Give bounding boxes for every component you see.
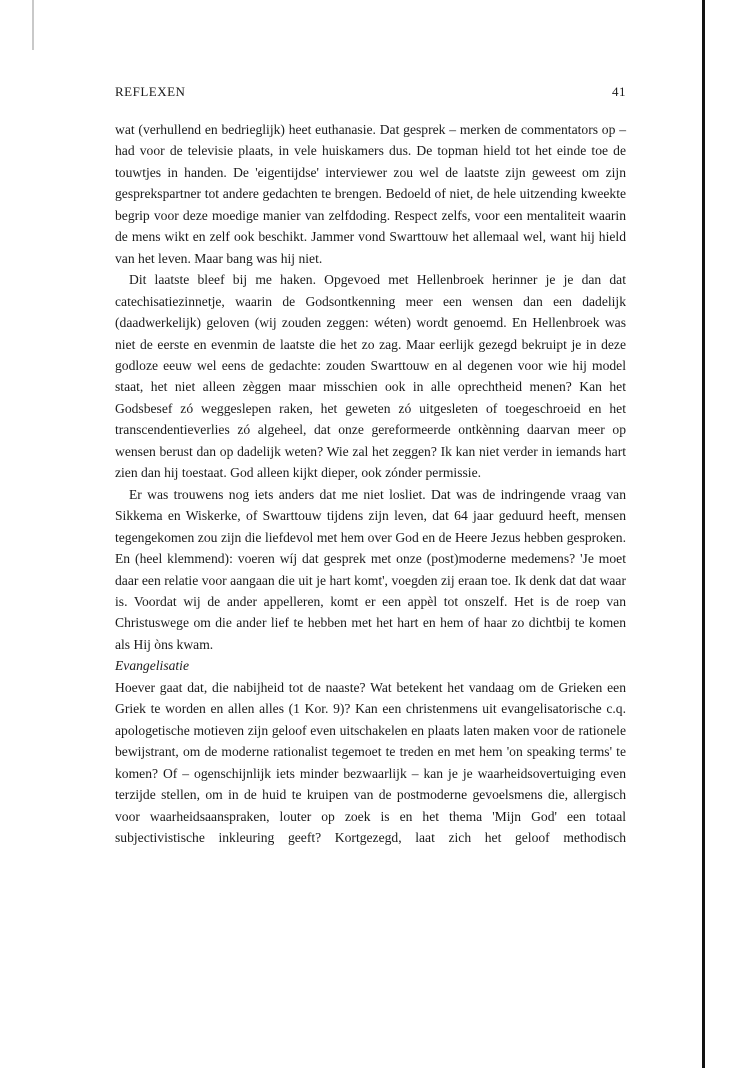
page-number: 41	[612, 84, 626, 99]
paragraph-2: Dit laatste bleef bij me haken. Opgevoed met Hellenbroek herinner je je dan dat catechisatiezinnetje, waarin de Godsontkenning meer een wensen dan een dadelijk (daadwerkelijk) geloven (wij zouden zeggen: wéten) wordt genoemd. En Hellenbroek was niet de eerste en evenmin de laatste die het zo zag. Maar eerlijk gezegd bekruipt je in deze godloze eeuw wel eens de gedachte: zouden Swarttouw en al degenen voor wie hij model staat, het niet alleen zèggen maar misschien ook in alle oprechtheid menen? Kan het Godsbesef zó weggeslepen raken, het geweten zó uitgesleten of toegeschroeid en het transcendentieverlies zó algeheel, dat onze gereformeerde ontkènning daarvan meer op wensen berust dan op dadelijk weten? Wie zal het zeggen? Ik kan niet verder in iemands hart zien dan hij toestaat. God alleen kijkt dieper, ook zónder permissie.	[115, 272, 626, 481]
paragraph-4: Hoever gaat dat, die nabijheid tot de naaste? Wat betekent het vandaag om de Grieken een Griek te worden en allen alles (1 Kor. 9)? Kan een christenmens uit evangelisatorische c.q. apologetische motieven zijn geloof even uitschakelen en plaats laten maken voor de rationele bewijstrant, om de moderne rationalist tegemoet te treden en met hem 'on speaking terms' te komen? Of – ogenschijnlijk iets minder bezwaarlijk – kan je je waarheidsovertuiging even terzijde stellen, om in de huid te kruipen van de postmoderne gevoelsmens die, allergisch voor waarheidsaanspraken, louter op zoek is en het thema 'Mijn God' een totaal subjectivistische inkleuring geeft? Kortgezegd, laat zich het geloof methodisch	[115, 679, 626, 845]
running-header	[115, 84, 626, 104]
body-text	[115, 119, 626, 848]
scan-edge-right	[702, 0, 705, 1068]
running-title: REFLEXEN	[115, 84, 186, 99]
book-page	[115, 84, 626, 848]
section-heading: Evangelisatie	[115, 658, 189, 674]
paragraph-3: Er was trouwens nog iets anders dat me niet losliet. Dat was de indringende vraag van Sikkema en Wiskerke, of Swarttouw tijdens zijn leven, dat 64 jaar geduurd heeft, mensen tegengekomen zou zijn die liefdevol met hem over God en de Heere Jezus hebben gesproken. En (heel klemmend): voeren wíj dat gesprek met onze (post)moderne medemens? 'Je moet daar een relatie voor aangaan die uit je hart komt', voegden zij eraan toe. Ik denk dat dat waar is. Voordat wij de ander appelleren, komt er een appèl tot onszelf. Het is de roep van Christuswege om die ander lief te hebben met het hart en hem of haar zo dichtbij te komen als Hij òns kwam.	[115, 486, 626, 652]
scan-edge-left	[32, 0, 34, 50]
paragraph-1: wat (verhullend en bedrieglijk) heet euthanasie. Dat gesprek – merken de commentators op – had voor de televisie plaats, in vele huiskamers dus. De topman hield tot het einde toe de touwtjes in handen. De 'eigentijdse' interviewer zou wel de laatste zijn geweest om zijn gesprekspartner tot andere gedachten te brengen. Bedoeld of niet, de hele uitzending kweekte begrip voor deze moedige manier van zelfdoding. Respect zelfs, voor een mentaliteit waarin de mens wikt en zelf ook beschikt. Jammer vond Swarttouw het allemaal wel, want hij hield van het leven. Maar bang was hij niet.	[115, 122, 626, 266]
